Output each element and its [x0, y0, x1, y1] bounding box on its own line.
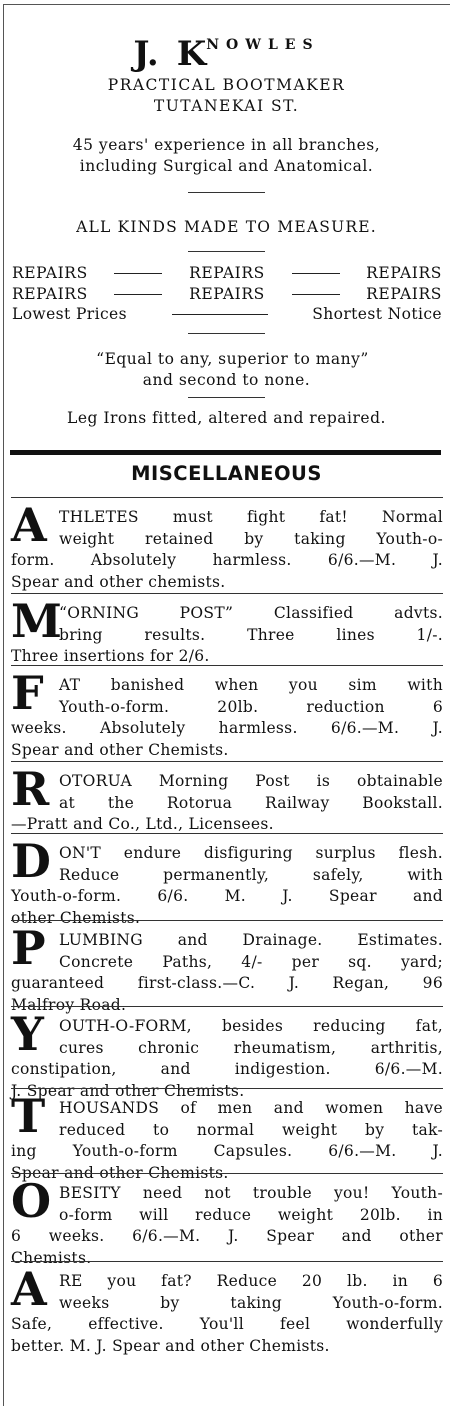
surname-initial: K [176, 34, 207, 74]
leg-irons-line: Leg Irons fitted, altered and repaired. [67, 409, 386, 427]
drop-cap-letter: M [11, 594, 62, 648]
dash-rule [114, 294, 162, 295]
drop-cap-letter: Y [11, 1007, 44, 1061]
classified-ad [11, 497, 443, 594]
ad-text-line: J. Spear and other Chemists. [11, 1081, 245, 1100]
classified-ad [11, 920, 443, 1014]
classified-ad [11, 1261, 443, 1362]
ad-text-line: Reduce permanently, safely, with [59, 865, 443, 884]
classified-ad [11, 833, 443, 927]
prices-notice-row [12, 305, 442, 323]
surname-rest: NOWLES [206, 37, 320, 53]
classified-ad [11, 1173, 443, 1267]
shortest-notice-text: Shortest Notice [312, 305, 442, 323]
ad-text-line: 6 weeks. 6/6.—M. J. Spear and other [11, 1227, 443, 1245]
ad-text-line: —Pratt and Co., Ltd., Licensees. [11, 815, 274, 833]
ad-text-line: RE you fat? Reduce 20 lb. in 6 [59, 1272, 443, 1290]
short-divider [188, 192, 265, 193]
ad-text-line: Malfroy Road. [11, 995, 127, 1014]
repairs-text: REPAIRS [12, 285, 88, 303]
ad-text-line: THLETES must fight fat! Normal [59, 508, 443, 526]
ad-text-line: OUTH-O-FORM, besides reducing fat, [59, 1017, 443, 1035]
repairs-text: REPAIRS [12, 264, 88, 282]
experience-line-2: including Surgical and Anatomical. [79, 157, 374, 175]
ad-text-line: Spear and other chemists. [11, 572, 226, 591]
ad-text-line: Chemists. [11, 1248, 92, 1267]
ad-text-line: Youth-o-form. 20lb. reduction 6 [59, 697, 443, 716]
short-divider [188, 397, 265, 398]
ad-text-line: ing Youth-o-form Capsules. 6/6.—M. J. [11, 1142, 443, 1160]
quote-line-1: “Equal to any, superior to many” [96, 350, 369, 368]
ad-text-line: better. M. J. Spear and other Chemists. [11, 1336, 330, 1355]
classified-ad [11, 593, 443, 666]
classified-ad [11, 1088, 443, 1182]
repairs-text: REPAIRS [189, 264, 265, 282]
left-border-rule [3, 4, 4, 1406]
ad-text-line: form. Absolutely harmless. 6/6.—M. J. [11, 551, 443, 569]
ad-text-line: bring results. Three lines 1/-. [59, 625, 443, 644]
drop-cap-letter: R [11, 762, 50, 816]
ad-text-line: Concrete Paths, 4/- per sq. yard; [59, 952, 443, 971]
drop-cap-letter: A [11, 1262, 47, 1316]
ad-text-line: Spear and other Chemists. [11, 740, 229, 759]
ad-text-line: AT banished when you sim with [59, 676, 443, 694]
ad-text-line: “ORNING POST” Classified advts. [59, 604, 443, 622]
name-initial: J. [133, 34, 159, 74]
ad-text-line: HOUSANDS of men and women have [59, 1099, 443, 1117]
dash-rule [292, 273, 340, 274]
ad-text-line: weeks by taking Youth-o-form. [59, 1293, 443, 1312]
ad-text-line: BESITY need not trouble you! Youth- [59, 1184, 443, 1202]
drop-cap-letter: F [11, 666, 44, 720]
repairs-text: REPAIRS [189, 285, 265, 303]
repairs-text: REPAIRS [366, 285, 442, 303]
repairs-row [12, 285, 442, 303]
drop-cap-letter: P [11, 921, 46, 975]
dash-rule [172, 314, 268, 315]
ad-text-line: other Chemists. [11, 908, 141, 927]
ad-text-line: Three insertions for 2/6. [11, 647, 210, 665]
dash-rule [114, 273, 162, 274]
classified-ad [11, 761, 443, 834]
classified-ad [11, 1006, 443, 1100]
section-divider-thick [10, 450, 441, 455]
trade-line: PRACTICAL BOOTMAKER [107, 76, 346, 94]
drop-cap-letter: D [11, 834, 51, 888]
ad-text-line: LUMBING and Drainage. Estimates. [59, 931, 443, 949]
top-border-rule [3, 4, 450, 5]
advertiser-name [0, 34, 453, 74]
classified-ad [11, 665, 443, 762]
made-to-measure-line: ALL KINDS MADE TO MEASURE. [76, 218, 377, 236]
lowest-prices-text: Lowest Prices [12, 305, 127, 323]
drop-cap-letter: T [11, 1089, 46, 1143]
ad-text-line: weeks. Absolutely harmless. 6/6.—M. J. [11, 719, 443, 737]
drop-cap-letter: O [11, 1174, 52, 1228]
section-heading: MISCELLANEOUS [131, 462, 322, 485]
ad-text-line: Spear and other Chemists. [11, 1163, 229, 1182]
ad-text-line: constipation, and indigestion. 6/6.—M. [11, 1060, 443, 1078]
experience-line-1: 45 years' experience in all branches, [72, 136, 381, 154]
ad-text-line: guaranteed first-class.—C. J. Regan, 96 [11, 974, 443, 992]
ad-text-line: Safe, effective. You'll feel wonderfully [11, 1315, 443, 1333]
repairs-text: REPAIRS [366, 264, 442, 282]
quote-line-2: and second to none. [142, 371, 311, 389]
street-line: TUTANEKAI ST. [153, 97, 300, 115]
ad-text-line: ON'T endure disfiguring surplus flesh. [59, 844, 443, 862]
dash-rule [292, 294, 340, 295]
ad-text-line: cures chronic rheumatism, arthritis, [59, 1038, 443, 1057]
ad-text-line: o-form will reduce weight 20lb. in [59, 1205, 443, 1224]
drop-cap-letter: A [11, 498, 47, 552]
ad-text-line: OTORUA Morning Post is obtainable [59, 772, 443, 790]
ad-text-line: weight retained by taking Youth-o- [59, 529, 443, 548]
short-divider [188, 333, 265, 334]
short-divider [188, 251, 265, 252]
ad-text-line: at the Rotorua Railway Bookstall. [59, 793, 443, 812]
repairs-row [12, 264, 442, 282]
ad-text-line: Youth-o-form. 6/6. M. J. Spear and [11, 887, 443, 905]
ad-text-line: reduced to normal weight by tak- [59, 1120, 443, 1139]
